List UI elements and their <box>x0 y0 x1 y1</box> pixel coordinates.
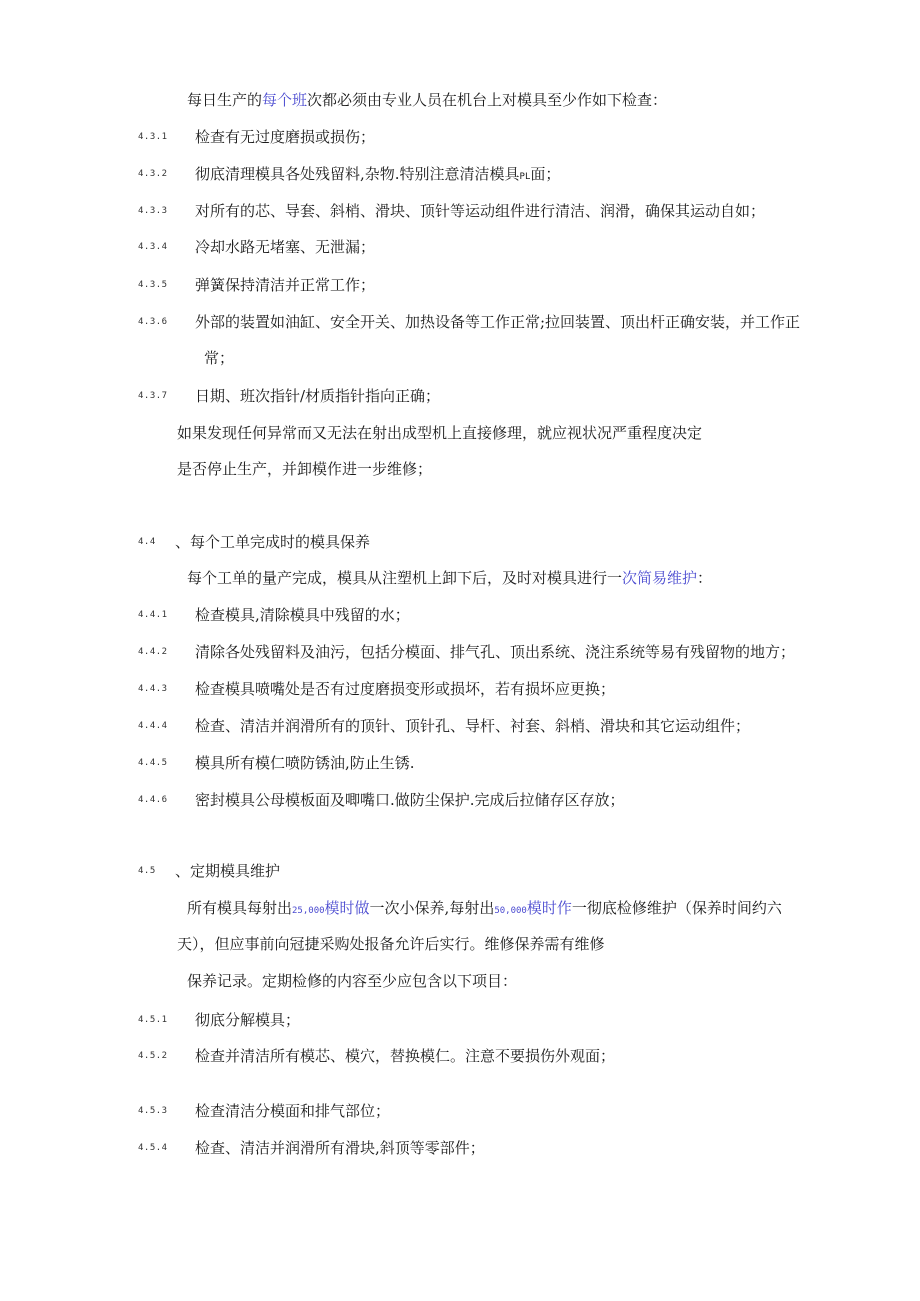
item-number: 4.5.3 <box>138 1106 168 1116</box>
item-number: 4.4.6 <box>138 795 168 805</box>
sec43-note-line2: 是否停止生产，并卸模作进一步维修； <box>177 460 433 478</box>
section-title: 、每个工单完成时的模具保养 <box>175 533 371 551</box>
item-text: 冷却水路无堵塞、无泄漏； <box>195 238 376 256</box>
item-number: 4.3.2 <box>138 169 168 179</box>
sec45-paragraph-line3: 保养记录。定期检修的内容至少应包含以下项目： <box>187 972 518 990</box>
item-text: 检查有无过度磨损或损伤； <box>195 128 376 146</box>
item-number: 4.5.2 <box>138 1051 168 1061</box>
item-text: 检查、清洁并润滑所有的顶针、顶针孔、导杆、衬套、斜梢、滑块和其它运动组件； <box>195 717 751 735</box>
item-number: 4.4.5 <box>138 758 168 768</box>
item-text: 彻底分解模具； <box>195 1011 301 1029</box>
sec43-note-line1: 如果发现任何异常而又无法在射出成型机上直接修理，就应视状况严重程度决定 <box>177 424 703 442</box>
item-text: 检查清洁分模面和排气部位； <box>195 1102 391 1120</box>
item-number: 4.3.5 <box>138 280 168 290</box>
item-text: 外部的装置如油缸、安全开关、加热设备等工作正常;拉回装置、顶出杆正确安装，并工作正 <box>195 313 801 331</box>
item-number: 4.3.6 <box>138 317 168 327</box>
item-text: 检查并清洁所有模芯、模穴，替换模仁。注意不要损伤外观面； <box>195 1047 616 1065</box>
item-number: 4.4.2 <box>138 647 168 657</box>
item-number: 4.5.4 <box>138 1143 168 1153</box>
section-number: 4.4 <box>138 537 156 547</box>
item-text: 检查、清洁并润滑所有滑块,斜顶等零部件； <box>195 1139 485 1157</box>
item-number: 4.3.7 <box>138 391 168 401</box>
item-text-continuation: 常； <box>204 349 235 367</box>
item-text: 密封模具公母模板面及唧嘴口.做防尘保护.完成后拉储存区存放； <box>195 791 625 809</box>
item-text: 对所有的芯、导套、斜梢、滑块、顶针等运动组件进行清洁、润滑，确保其运动自如； <box>195 202 766 220</box>
sec44-intro: 每个工单的量产完成，模具从注塑机上卸下后，及时对模具进行一次简易维护： <box>187 569 713 587</box>
item-number: 4.4.1 <box>138 610 168 620</box>
item-number: 4.3.4 <box>138 242 168 252</box>
item-number: 4.3.1 <box>138 132 168 142</box>
item-text: 模具所有模仁喷防锈油,防止生锈. <box>195 754 415 772</box>
item-text: 彻底清理模具各处残留料,杂物.特别注意清洁模具PL面； <box>195 165 561 183</box>
item-text: 日期、班次指针/材质指针指向正确； <box>195 387 441 405</box>
item-text: 弹簧保持清洁并正常工作； <box>195 276 376 294</box>
item-text: 检查模具,清除模具中残留的水； <box>195 606 410 624</box>
item-text: 清除各处残留料及油污，包括分模面、排气孔、顶出系统、浇注系统等易有残留物的地方； <box>195 643 796 661</box>
section-number: 4.5 <box>138 866 156 876</box>
item-number: 4.5.1 <box>138 1015 168 1025</box>
item-text: 检查模具喷嘴处是否有过度磨损变形或损坏，若有损坏应更换； <box>195 680 616 698</box>
item-number: 4.4.3 <box>138 684 168 694</box>
item-number: 4.3.3 <box>138 206 168 216</box>
sec45-paragraph-line1: 所有模具每射出25,000模时做一次小保养,每射出50,000模时作一彻底检修维护（保养时间约六 <box>187 899 782 917</box>
section-title: 、定期模具维护 <box>175 862 281 880</box>
sec45-paragraph-line2: 天），但应事前向冠捷采购处报备允许后实行。维修保养需有维修 <box>177 935 605 953</box>
item-number: 4.4.4 <box>138 721 168 731</box>
sec43-intro: 每日生产的每个班次都必须由专业人员在机台上对模具至少作如下检查： <box>187 91 668 109</box>
